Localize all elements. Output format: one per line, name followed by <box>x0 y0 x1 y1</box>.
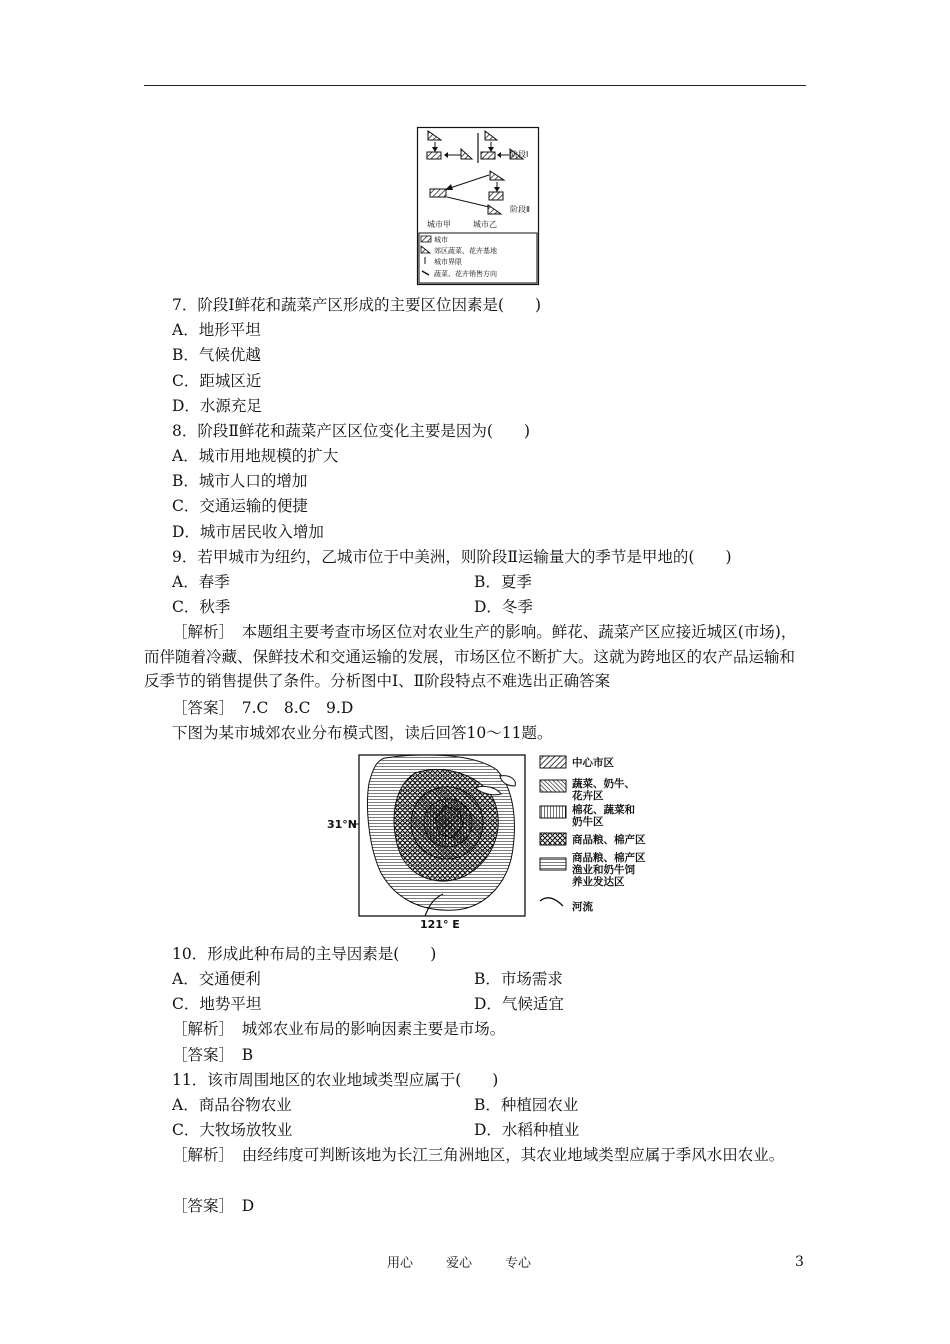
legend1-direction: 蔬菜、花卉销售方向 <box>434 270 497 278</box>
legend1-city: 城市 <box>434 236 448 244</box>
page-number: 3 <box>795 1254 804 1270</box>
legend2-fish-2: 渔业和奶牛饲 <box>572 864 635 876</box>
answer-7-9: ［答案］ 7.C 8.C 9.D <box>172 699 354 717</box>
q10-option-b: B．市场需求 <box>474 970 563 988</box>
analysis-10: ［解析］ 城郊农业布局的影响因素主要是市场。 <box>172 1020 506 1038</box>
legend1-base: 郊区蔬菜、花卉基地 <box>434 247 497 255</box>
footer-left: 用心 <box>387 1256 414 1271</box>
answer-11: ［答案］ D <box>172 1197 255 1215</box>
q7-stem: 7．阶段Ⅰ鲜花和蔬菜产区形成的主要区位因素是( ) <box>172 296 542 314</box>
legend2-grain: 商品粮、棉产区 <box>572 834 646 846</box>
legend2-fish-3: 养业发达区 <box>572 876 625 888</box>
lat-label: 31°N <box>327 818 358 831</box>
q9-option-b: B．夏季 <box>474 573 532 591</box>
q10-option-d: D．气候适宜 <box>474 995 564 1013</box>
q8-option-a: A．城市用地规模的扩大 <box>172 447 339 465</box>
legend1-boundary: 城市界限 <box>434 258 462 266</box>
footer-right: 专心 <box>505 1256 532 1271</box>
header-rule <box>144 85 806 86</box>
legend2-fish-1: 商品粮、棉产区 <box>572 852 646 864</box>
legend2-veg-2: 花卉区 <box>572 790 604 802</box>
legend2-veg-1: 蔬菜、奶牛、 <box>572 778 635 790</box>
q10-option-a: A．交通便利 <box>172 970 261 988</box>
q11-option-d: D．水稻种植业 <box>474 1121 580 1139</box>
q10-stem: 10．形成此种布局的主导因素是( ) <box>172 945 437 963</box>
q7-option-b: B．气候优越 <box>172 346 261 364</box>
analysis-7-9: ［解析］ 本题组主要考查市场区位对农业生产的影响。鲜花、蔬菜产区应接近城区(市场)，而伴随着冷藏、保鲜技术和交通运输的发展，市场区位不断扩大。这就为跨地区的农产品运输和反季节的销售提供了条件。分析图中Ⅰ、Ⅱ阶段特点不难选出正确答案 <box>144 623 797 690</box>
q10-option-c: C．地势平坦 <box>172 995 262 1013</box>
legend2-cotton-2: 奶牛区 <box>572 816 604 828</box>
intro-10-11: 下图为某市城郊农业分布模式图，读后回答10～11题。 <box>172 724 553 742</box>
analysis-11: ［解析］ 由经纬度可判断该地为长江三角洲地区，其农业地域类型应属于季风水田农业。 <box>172 1146 785 1164</box>
q8-option-c: C．交通运输的便捷 <box>172 497 308 515</box>
legend2-river: 河流 <box>572 901 593 913</box>
q7-option-c: C．距城区近 <box>172 372 262 390</box>
q8-option-b: B．城市人口的增加 <box>172 472 308 490</box>
q11-stem: 11．该市周围地区的农业地域类型应属于( ) <box>172 1071 499 1089</box>
q9-option-c: C．秋季 <box>172 598 231 616</box>
legend2-cotton-1: 棉花、蔬菜和 <box>572 804 635 816</box>
q8-option-d: D．城市居民收入增加 <box>172 523 324 541</box>
q7-option-d: D．水源充足 <box>172 397 262 415</box>
q9-option-a: A．春季 <box>172 573 230 591</box>
legend2-center: 中心市区 <box>572 757 614 769</box>
lon-label: 121° E <box>420 918 460 931</box>
q11-option-c: C．大牧场放牧业 <box>172 1121 293 1139</box>
stage-diagram-figure <box>417 127 539 285</box>
q9-option-d: D．冬季 <box>474 598 533 616</box>
city-b-label: 城市乙 <box>473 220 497 229</box>
footer-middle: 爱心 <box>446 1256 473 1271</box>
suburban-agriculture-map <box>325 748 670 931</box>
map-legend <box>540 756 646 913</box>
q7-option-a: A．地形平坦 <box>172 321 261 339</box>
q8-stem: 8．阶段Ⅱ鲜花和蔬菜产区区位变化主要是因为( ) <box>172 422 530 440</box>
q11-option-a: A．商品谷物农业 <box>172 1096 292 1114</box>
q11-option-b: B．种植园农业 <box>474 1096 579 1114</box>
stage1-label: 阶段Ⅰ <box>510 150 529 159</box>
q9-stem: 9．若甲城市为纽约，乙城市位于中美洲，则阶段Ⅱ运输量大的季节是甲地的( ) <box>172 548 732 566</box>
stage2-label: 阶段Ⅱ <box>510 205 530 214</box>
answer-10: ［答案］ B <box>172 1046 254 1064</box>
city-a-label: 城市甲 <box>427 220 451 229</box>
